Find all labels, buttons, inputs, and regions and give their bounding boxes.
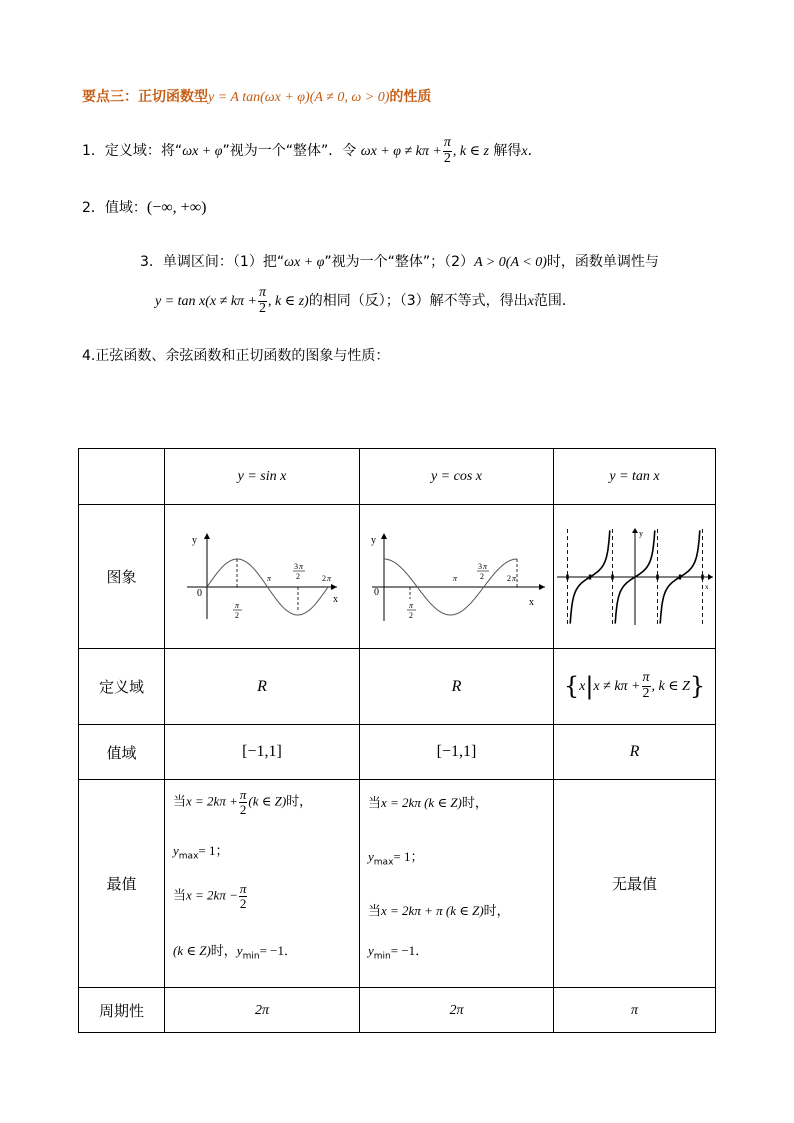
extreme-sin-line2: $y_{max}= 1$； — [173, 843, 229, 862]
pi-half-label: π — [235, 601, 240, 610]
y-axis-label: y — [192, 535, 197, 546]
three-pi-label: π — [482, 562, 487, 571]
x-axis-label: x — [333, 594, 338, 605]
item-number: 3． — [140, 254, 163, 270]
item-text: ． — [527, 143, 542, 160]
origin-label: 0 — [197, 588, 202, 599]
y-axis-label: y — [638, 528, 643, 538]
y-axis-label: y — [370, 535, 376, 546]
extreme-cos-line3: 当x = 2kπ + π (k ∈ Z)时， — [368, 903, 510, 919]
domain-tan-var: x — [579, 679, 586, 695]
table-row-range — [79, 725, 716, 780]
extreme-cos-line4: $y_{min}= -1$． — [368, 943, 429, 962]
row-label-domain: 定义域 — [79, 649, 165, 725]
properties-table — [78, 448, 716, 1033]
item-number: 2． — [82, 200, 105, 216]
table-header-row — [79, 449, 716, 505]
domain-cos: R — [360, 649, 554, 725]
item-text: ”视为一个“整体”．令 — [222, 143, 357, 160]
origin-label: 0 — [373, 587, 379, 598]
extreme-cos-line2: $y_{max}= 1$； — [368, 849, 424, 868]
tan-tick — [678, 574, 680, 579]
three-pi-label: 3 — [294, 562, 298, 571]
item-text: 解得 — [493, 143, 522, 160]
tan-graph — [555, 527, 715, 627]
item-math: (−∞, +∞) — [146, 199, 207, 216]
extreme-cos-line1: 当x = 2kπ (k ∈ Z)时， — [368, 795, 488, 811]
item-math: ωx + φ — [182, 144, 223, 160]
item-text: 的相同（反）；（3）解不等式，得出 — [308, 293, 528, 310]
two-pi-label: π — [511, 574, 516, 583]
heading-prefix: 要点三：正切函数型 — [82, 89, 208, 105]
item-math: A > 0(A < 0) — [474, 255, 547, 270]
pi-label: π — [267, 574, 272, 583]
range-tan: R — [554, 725, 716, 780]
heading-suffix: 的性质 — [389, 89, 432, 105]
extreme-sin — [165, 780, 360, 988]
heading-formula: y = A tan(ωx + φ)(A ≠ 0, ω > 0) — [208, 90, 390, 105]
three-pi-label: 2 — [479, 572, 484, 581]
item-math: ωx + φ ≠ kπ + — [360, 144, 442, 160]
cos-graph — [367, 529, 547, 624]
item-text: 范围． — [533, 293, 576, 310]
domain-tan: {x|x ≠ kπ + $\frac{\pi}{2}$ , k ∈ Z} — [554, 649, 716, 725]
row-label-period: 周期性 — [79, 988, 165, 1033]
period-cos: 2π — [360, 988, 554, 1033]
item-math: x — [527, 294, 534, 310]
row-label-range: 值域 — [79, 725, 165, 780]
header-empty-cell — [79, 449, 165, 505]
three-pi-label: 2 — [296, 572, 300, 581]
three-pi-label: π — [299, 562, 304, 571]
pi-half-fraction: $\frac{\pi}{2}$ — [642, 670, 650, 701]
table-row-domain — [79, 649, 716, 725]
item-text: ”视为一个“整体”；（2） — [324, 254, 475, 270]
table-row-graph — [79, 505, 716, 649]
domain-tan-math: , k ∈ Z — [651, 679, 690, 695]
table-row-extreme — [79, 780, 716, 988]
period-sin: 2π — [165, 988, 360, 1033]
extreme-sin-line3: 当x = 2kπ − $\frac{\pi}{2}$ — [173, 881, 247, 911]
x-axis-label: x — [528, 597, 534, 608]
period-tan: π — [554, 988, 716, 1033]
tan-graph-cell — [554, 505, 716, 649]
pi-half-fraction: $\frac{\pi}{2}$ — [259, 285, 267, 316]
item-number: 1． — [82, 143, 105, 160]
item-text: 单调区间：（1）把“ — [162, 254, 285, 270]
tan-tick — [566, 574, 568, 579]
section-heading — [82, 86, 431, 106]
row-label-graph: 图象 — [79, 505, 165, 649]
tan-tick — [701, 574, 703, 579]
range-cos: [−1,1] — [360, 725, 554, 780]
two-pi-label: 2 — [506, 574, 511, 583]
item-math: , k ∈ z) — [268, 294, 309, 310]
header-sin: y = sin x — [165, 449, 360, 505]
item-math: ωx + φ — [284, 255, 325, 270]
domain-sin: R — [165, 649, 360, 725]
sin-graph-cell — [165, 505, 360, 649]
x-axis-label: x — [704, 582, 708, 591]
tan-tick — [656, 574, 658, 579]
extreme-sin-line4: (k ∈ Z)时，$y_{min}= -1$． — [173, 943, 297, 962]
range-sin: [−1,1] — [165, 725, 360, 780]
row-label-extreme: 最值 — [79, 780, 165, 988]
item-text: 定义域：将“ — [104, 143, 183, 160]
sin-graph — [182, 529, 342, 624]
item-math: , k ∈ z — [452, 144, 489, 160]
pi-half-label: π — [408, 601, 413, 610]
item-monotonic — [140, 251, 659, 271]
item-math: y = tan x(x ≠ kπ + — [155, 294, 257, 310]
pi-half-label: 2 — [408, 611, 413, 620]
header-cos: y = cos x — [360, 449, 554, 505]
pi-label: π — [452, 574, 457, 583]
table-row-period — [79, 988, 716, 1033]
item-text: 时，函数单调性与 — [546, 254, 659, 270]
pi-half-fraction: $\frac{\pi}{2}$ — [443, 135, 451, 166]
tan-tick — [588, 574, 590, 579]
item-monotonic-line2 — [155, 286, 576, 316]
two-pi-label: π — [327, 574, 332, 583]
header-tan: y = tan x — [554, 449, 716, 505]
domain-tan-math: x ≠ kπ + — [593, 679, 641, 695]
two-pi-label: 2 — [322, 574, 326, 583]
item-text: 值域： — [104, 200, 147, 216]
extreme-cos — [360, 780, 554, 988]
extreme-sin-line1: 当x = 2kπ + $\frac{\pi}{2}$ (k ∈ Z)时， — [173, 787, 313, 817]
extreme-tan: 无最值 — [554, 780, 716, 988]
item-graph-intro: 4.正弦函数、余弦函数和正切函数的图象与性质： — [82, 348, 390, 364]
item-math: x — [521, 144, 528, 160]
item-range — [82, 197, 206, 217]
pi-half-label: 2 — [235, 611, 239, 620]
item-domain — [82, 136, 542, 166]
three-pi-label: 3 — [477, 562, 482, 571]
cos-graph-cell — [360, 505, 554, 649]
tan-tick — [611, 574, 613, 579]
